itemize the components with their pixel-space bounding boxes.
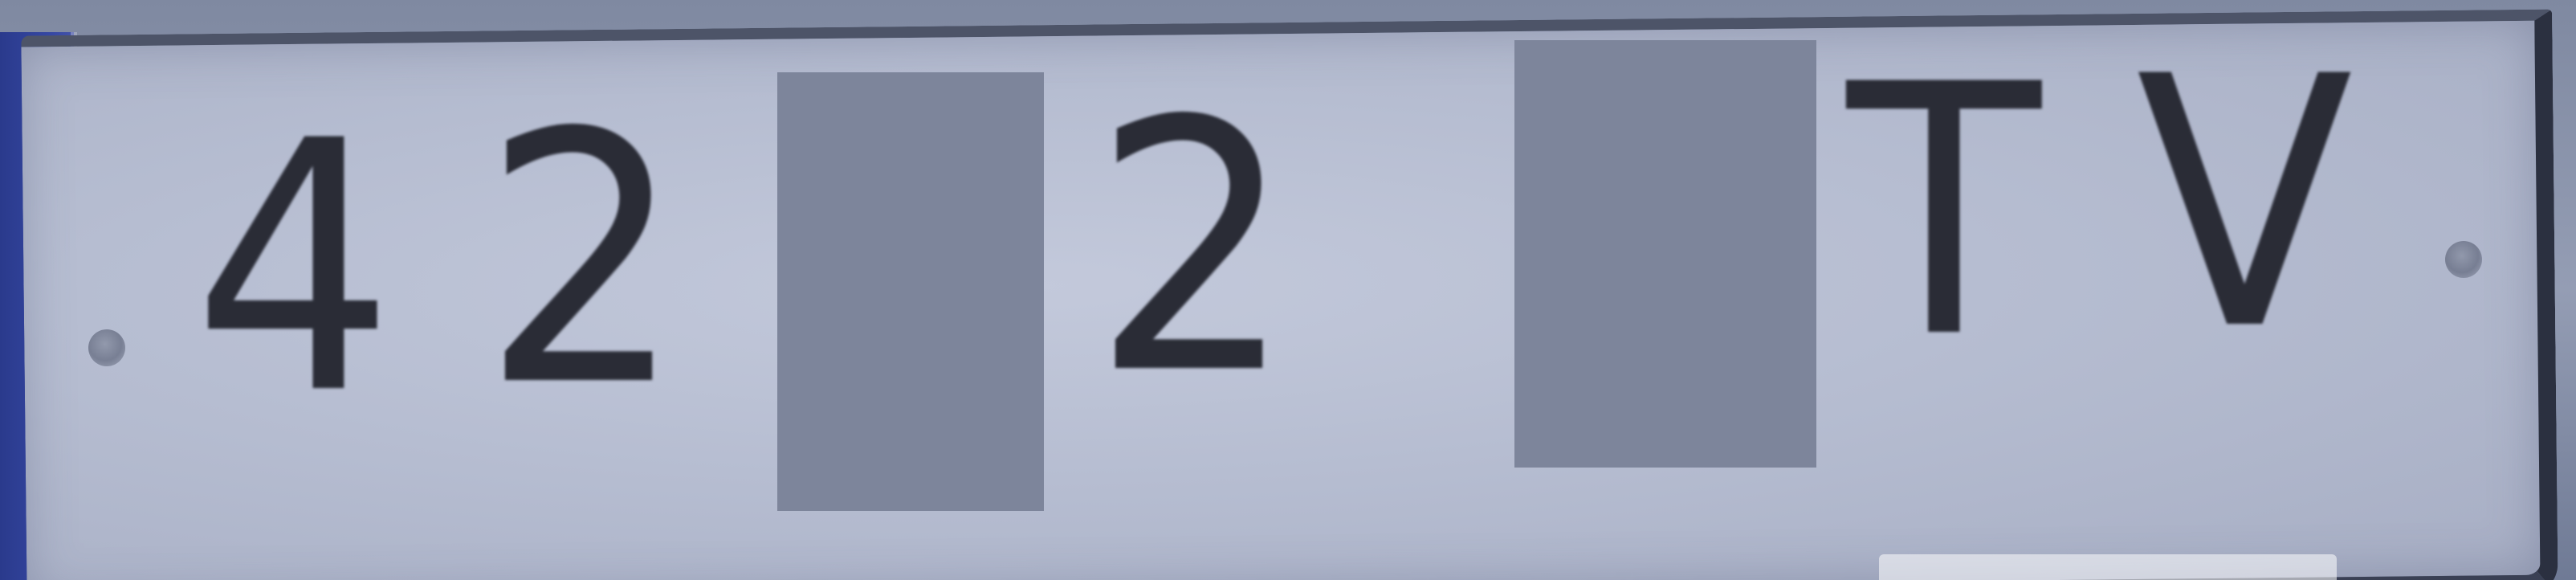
- plate-character-7: V: [2136, 4, 2354, 406]
- left-rivet-icon: [88, 329, 125, 366]
- plate-character-6: T: [1847, 12, 2041, 414]
- plate-character-2: 2: [482, 60, 684, 462]
- plate-character-1: 4: [193, 68, 395, 470]
- plate-character-4: 2: [1092, 48, 1294, 450]
- right-rivet-icon: [2445, 241, 2482, 278]
- bottom-sticker: [1879, 554, 2337, 580]
- redaction-block-2: [1514, 40, 1816, 468]
- redaction-block-1: [777, 72, 1044, 511]
